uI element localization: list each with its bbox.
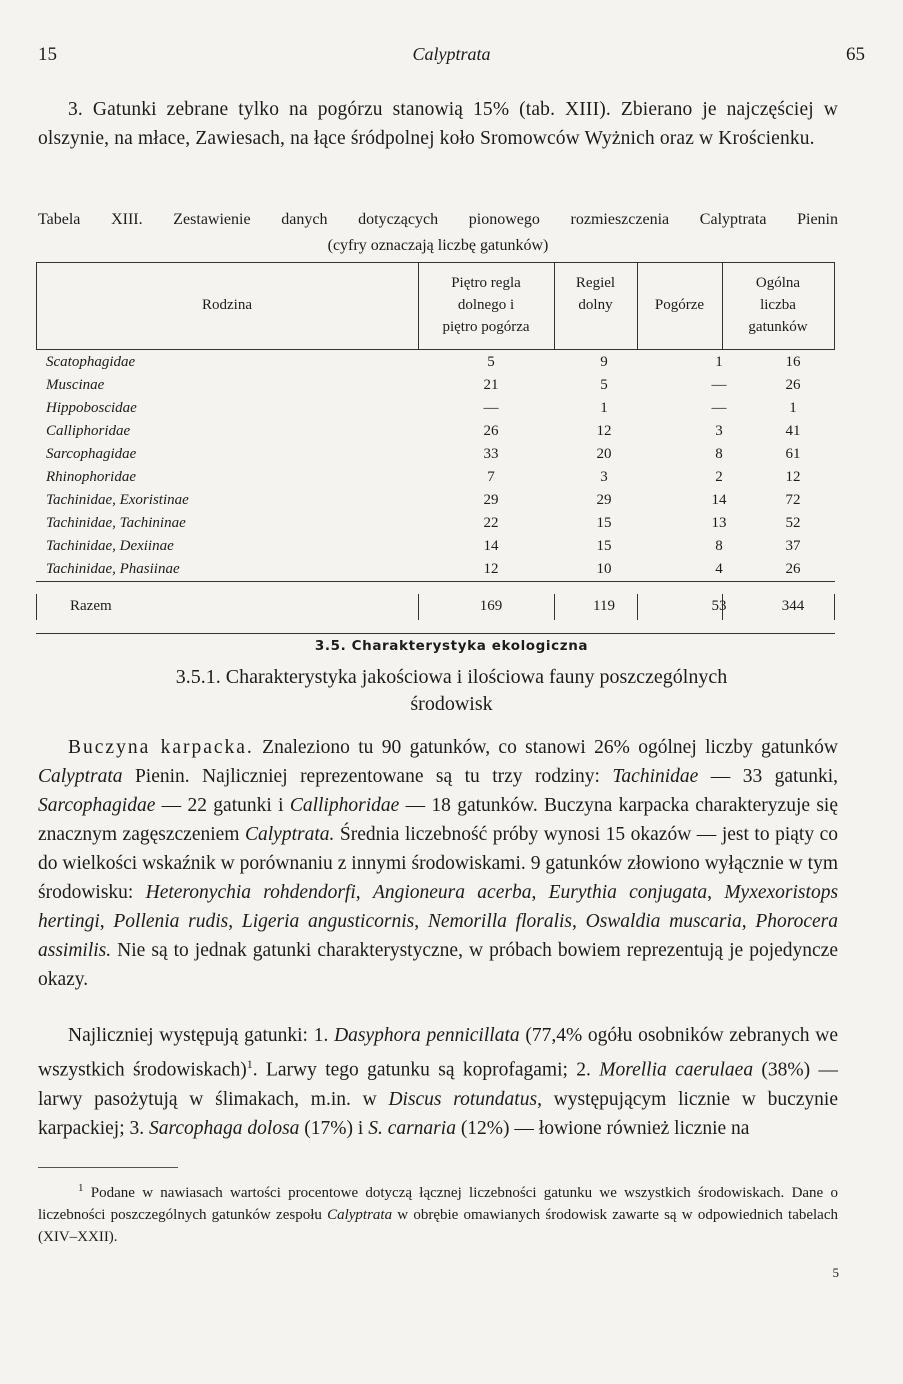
header-col4 — [722, 272, 834, 338]
row-value: 13 — [711, 515, 727, 531]
data-table — [36, 262, 835, 634]
header-col1-line-3: piętro pogórza — [442, 319, 530, 335]
subsection-heading — [0, 664, 903, 718]
header-col2-line-2: dolny — [578, 297, 613, 313]
row-family: Tachinidae, Phasiinae — [46, 561, 180, 577]
table-row — [36, 558, 835, 581]
species-name: Heteronychia rohdendorfi — [145, 882, 356, 903]
row-family: Tachinidae, Dexiinae — [46, 538, 174, 554]
table-total-row — [36, 595, 835, 618]
table-header-rule — [36, 349, 835, 350]
table-caption-line-2: (cyfry oznaczają liczbę gatunków) — [327, 237, 549, 254]
running-header-page-number: 65 — [846, 44, 865, 65]
row-value: 5 — [487, 354, 495, 370]
row-family: Hippoboscidae — [46, 400, 137, 416]
text-run: w obrębie omawianych środowisk zawarte są w odpowiednich tabelach (XIV–XXII). — [38, 1207, 838, 1245]
footnote-separator — [38, 1167, 178, 1168]
table-caption — [38, 207, 838, 259]
row-family: Tachinidae, Exoristinae — [46, 492, 189, 508]
table-row — [36, 443, 835, 466]
signature-number: 5 — [832, 1265, 839, 1280]
text-run: Średnia liczebność próby wynosi 15 okazów — jest to piąty co do wielkości wskaźnik w porównaniu z innymi środowiskami. 9 gatunków złowiono wyłącznie w tym środowisku: — [38, 824, 838, 903]
table-row — [36, 397, 835, 420]
row-value: 15 — [596, 515, 612, 531]
row-value: 10 — [596, 561, 612, 577]
row-value: 16 — [785, 354, 801, 370]
text-run: Nie są to jednak gatunki charakterystyczne, w próbach bowiem reprezentują je pojedyncze okazy. — [38, 940, 838, 990]
species-name: S. carnaria — [368, 1117, 456, 1139]
total-label: Razem — [70, 598, 112, 614]
row-family: Muscinae — [46, 377, 105, 393]
table-row — [36, 374, 835, 397]
row-family: Scatophagidae — [46, 354, 136, 370]
row-value: — — [711, 377, 727, 393]
header-col4-line-3: gatunków — [748, 319, 808, 335]
table-row — [36, 512, 835, 535]
total-value: 169 — [479, 598, 503, 614]
header-col4-line-1: Ogólna — [755, 275, 801, 291]
row-value: — — [711, 400, 727, 416]
table-bottom-rule — [36, 633, 835, 634]
row-value: 5 — [600, 377, 608, 393]
table-row — [36, 535, 835, 558]
species-name: Morellia caerulaea — [599, 1059, 754, 1081]
row-value: 4 — [715, 561, 723, 577]
total-value: 344 — [781, 598, 805, 614]
header-col4-line-2: liczba — [760, 297, 796, 313]
table-row — [36, 420, 835, 443]
total-value: 119 — [593, 598, 615, 614]
taxon-name: Calyptrata — [327, 1207, 393, 1223]
text-run: . Larwy tego gatunku są koprofagami; 2. — [252, 1059, 600, 1081]
row-value: 26 — [785, 561, 801, 577]
table-row — [36, 466, 835, 489]
row-value: 26 — [483, 423, 499, 439]
row-value: 14 — [483, 538, 499, 554]
intro-paragraph: 3. Gatunki zebrane tylko na pogórzu stanowią 15% (tab. XIII). Zbierano je najczęściej w olszynie, na młace, Zawiesach, na łące śródpolnej koło Sromowców Wyżnich oraz w Krościenku. — [38, 99, 838, 149]
taxon-name: Calliphoridae — [289, 795, 400, 816]
row-value: 2 — [715, 469, 723, 485]
taxon-name: Sarcophagidae — [38, 795, 156, 816]
row-value: 41 — [785, 423, 801, 439]
header-col1-line-1: Piętro regla — [451, 275, 521, 291]
subsection-heading-line-2: środowisk — [410, 693, 493, 715]
row-value: 14 — [711, 492, 727, 508]
table-body-rule — [36, 581, 835, 582]
text-run: Najliczniej występują gatunki: 1. — [68, 1025, 335, 1046]
row-value: — — [483, 400, 499, 416]
header-col3: Pogórze — [654, 297, 705, 313]
taxon-name: Tachinidae — [612, 766, 699, 787]
row-value: 15 — [596, 538, 612, 554]
species-name: Nemorilla floralis — [427, 911, 572, 932]
text-run: (17%) i — [299, 1117, 369, 1139]
text-run: (12%) — łowione również licznie na — [455, 1117, 750, 1139]
row-value: 20 — [596, 446, 612, 462]
row-value: 3 — [715, 423, 723, 439]
row-value: 1 — [789, 400, 797, 416]
taxon-name: Calyptrata. — [244, 824, 335, 845]
row-value: 22 — [483, 515, 499, 531]
header-col1-line-2: dolnego i — [457, 297, 515, 313]
row-value: 12 — [483, 561, 499, 577]
header-family: Rodzina — [202, 297, 252, 313]
species-name: Phorocera assimilis. — [38, 911, 838, 961]
body-paragraph-2 — [38, 1021, 838, 1143]
text-run: Znaleziono tu 90 gatunków, co stanowi 26% ogólnej liczby gatunków — [253, 737, 838, 758]
text-run: Podane w nawiasach wartości procentowe dotyczą łącznej liczebności gatunku we wszystkich środowiskach. Dane o liczebności poszczególnych gatunków zespołu — [38, 1185, 838, 1223]
row-value: 29 — [483, 492, 499, 508]
row-value: 26 — [785, 377, 801, 393]
species-name: Dasyphora pennicillata — [334, 1025, 520, 1046]
row-value: 12 — [785, 469, 801, 485]
row-value: 52 — [785, 515, 801, 531]
species-name: Ligeria angusticornis — [241, 911, 415, 932]
row-value: 3 — [600, 469, 608, 485]
row-family: Calliphoridae — [46, 423, 131, 439]
species-name: Angioneura acerba — [372, 882, 532, 903]
row-value: 7 — [487, 469, 495, 485]
text-run: (38%) — larwy pasożytują w ślimakach, m.in. w — [38, 1059, 838, 1110]
row-family: Rhinophoridae — [46, 469, 136, 485]
table-caption-line-1: Tabela XIII. Zestawienie danych dotyczących pionowego rozmieszczenia Calyptrata Pienin — [38, 211, 838, 228]
text-run: , występującym licznie w buczynie karpackiej; 3. — [38, 1088, 838, 1139]
table-row — [36, 489, 835, 512]
text-run: Pienin. Najliczniej reprezentowane są tu trzy rodziny: — [122, 766, 613, 787]
row-value: 29 — [596, 492, 612, 508]
running-header-title: Calyptrata — [412, 44, 491, 64]
running-header-left: 15 — [38, 44, 57, 65]
footnote — [38, 1177, 838, 1248]
header-col2 — [554, 272, 637, 316]
taxon-name: Calyptrata — [38, 766, 123, 787]
footnote-reference: 1 — [246, 1057, 253, 1071]
row-value: 72 — [785, 492, 801, 508]
row-family: Tachinidae, Tachininae — [46, 515, 186, 531]
table-row — [36, 351, 835, 374]
row-value: 61 — [785, 446, 801, 462]
species-name: Pollenia rudis — [113, 911, 229, 932]
paragraph-lead: Buczyna karpacka. — [68, 737, 254, 758]
row-family: Sarcophagidae — [46, 446, 137, 462]
header-col2-line-1: Regiel — [575, 275, 616, 291]
row-value: 8 — [715, 538, 723, 554]
text-run: (77,4% ogółu osobników zebranych we wszystkich środowiskach) — [38, 1025, 838, 1081]
species-name: Eurythia conjugata — [548, 882, 708, 903]
footnote-mark: 1 — [78, 1182, 84, 1194]
row-value: 1 — [600, 400, 608, 416]
body-paragraph-1: Buczyna karpacka. Znaleziono tu 90 gatunków, co stanowi 26% ogólnej liczby gatunków Calyptrata Pienin. Najliczniej reprezentowane są tu trzy rodziny: Tachinidae — 33 gatunki, Sarcophagidae — 22 gatunki i Calliphoridae — 18 gatunków. Buczyna karpacka charakteryzuje się znacznym zagęszczeniem Calyptrata. Średnia liczebność próby wynosi 15 okazów — jest to piąty co do wielkości wskaźnik w porównaniu z innymi środowiskami. 9 gatunków złowiono wyłącznie w tym środowisku: Heteronychia rohdendorfi, Angioneura acerba, Eurythia conjugata, Myxexoristops hertingi, Pollenia rudis, Ligeria angusticornis, Nemorilla floralis, Oswaldia muscaria, Phorocera assimilis. Nie są to jednak gatunki charakterystyczne, w próbach bowiem reprezentują je pojedyncze okazy. — [38, 737, 839, 990]
row-value: 33 — [483, 446, 499, 462]
row-value: 8 — [715, 446, 723, 462]
subsection-heading-line-1: 3.5.1. Charakterystyka jakościowa i ilościowa fauny poszczególnych — [175, 666, 728, 688]
row-value: 21 — [483, 377, 499, 393]
table-right-rule — [834, 262, 835, 349]
text-run: — 18 gatunków. Buczyna karpacka charakteryzuje się znacznym zagęszczeniem — [38, 795, 838, 845]
row-value: 12 — [596, 423, 612, 439]
species-name: Oswaldia muscaria — [585, 911, 742, 932]
species-name: Myxexoristops hertingi — [38, 882, 839, 932]
total-value: 53 — [711, 598, 727, 614]
text-run: — 33 gatunki, — [698, 766, 838, 787]
species-name: Discus rotundatus — [388, 1088, 538, 1110]
row-value: 9 — [600, 354, 608, 370]
text-run: — 22 gatunki i — [155, 795, 290, 816]
row-value: 37 — [785, 538, 801, 554]
section-heading: 3.5. Charakterystyka ekologiczna — [314, 638, 589, 654]
row-value: 1 — [715, 354, 723, 370]
table-top-rule — [36, 262, 835, 263]
header-col1 — [418, 272, 554, 338]
species-name: Sarcophaga dolosa — [149, 1117, 300, 1139]
